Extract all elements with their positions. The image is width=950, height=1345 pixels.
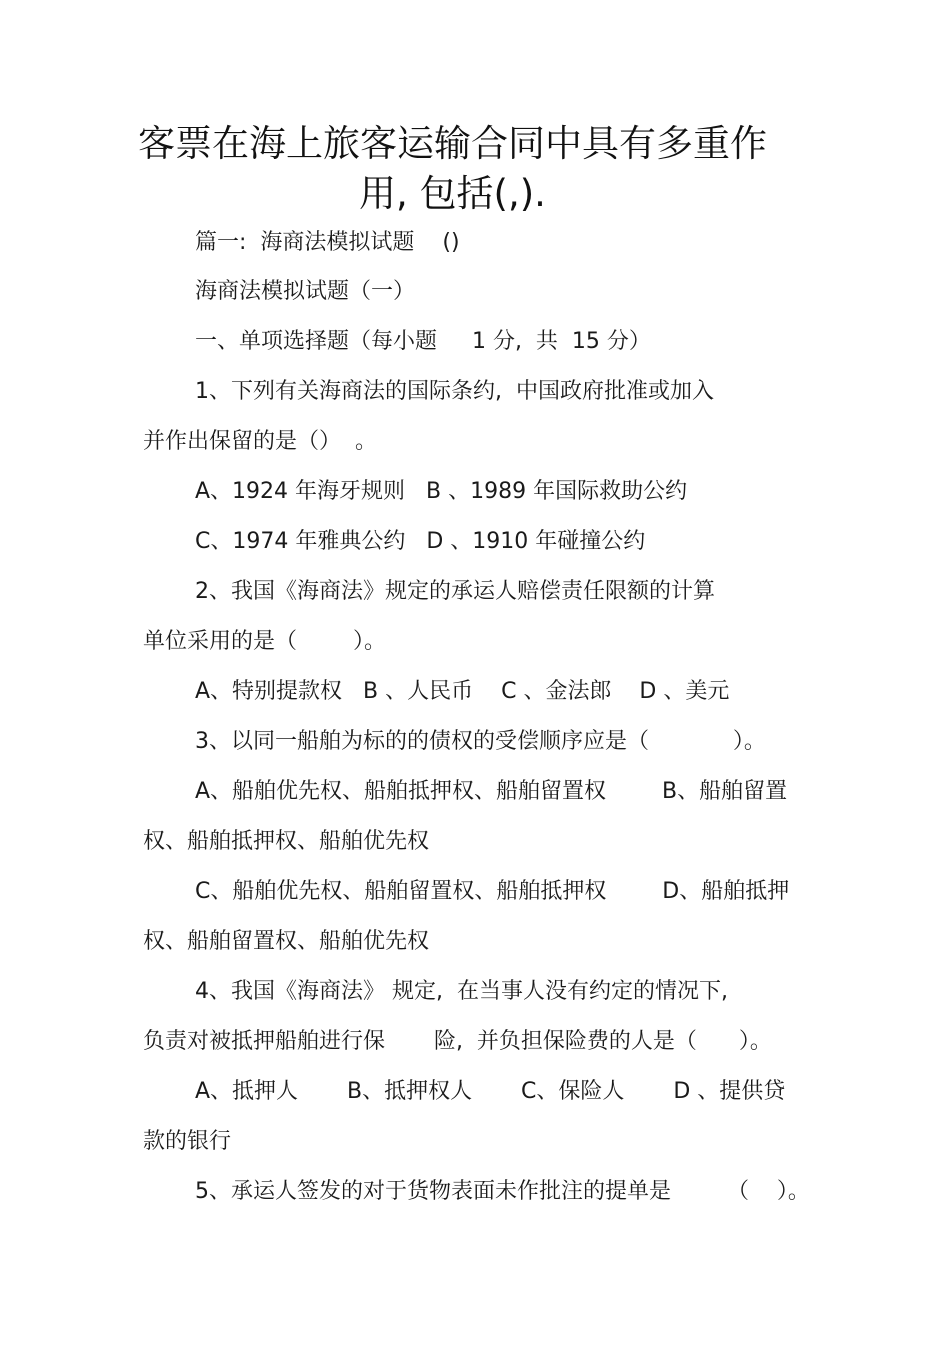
question-1-stem-continued: 并作出保留的是（） 。 xyxy=(143,429,377,454)
question-2-stem: 2、我国《海商法》规定的承运人赔偿责任限额的计算 xyxy=(195,579,715,604)
question-2-options: A、特别提款权 B 、人民币 C 、金法郎 D 、美元 xyxy=(195,679,730,704)
question-3-options-cd: C、船舶优先权、船舶留置权、船舶抵押权 D、船舶抵押 xyxy=(195,879,790,904)
question-4-stem: 4、我国《海商法》 规定, 在当事人没有约定的情况下, xyxy=(195,979,728,1004)
question-4-options: A、抵押人 B、抵押权人 C、保险人 D 、提供贷 xyxy=(195,1079,786,1104)
question-1-stem: 1、下列有关海商法的国际条约, 中国政府批准或加入 xyxy=(195,379,714,404)
chapter-heading: 篇一: 海商法模拟试题 () xyxy=(195,230,460,255)
question-1-options-ab: A、1924 年海牙规则 B 、1989 年国际救助公约 xyxy=(195,479,688,504)
document-title-line-2: 用, 包括(,). xyxy=(359,172,546,215)
question-3-options-ab-continued: 权、船舶抵押权、船舶优先权 xyxy=(143,829,430,854)
question-3-options-ab: A、船舶优先权、船舶抵押权、船舶留置权 B、船舶留置 xyxy=(195,779,788,804)
question-1-options-cd: C、1974 年雅典公约 D 、1910 年碰撞公约 xyxy=(195,529,646,554)
document-title-line-1: 客票在海上旅客运输合同中具有多重作 xyxy=(138,122,767,165)
question-5-stem: 5、承运人签发的对于货物表面未作批注的提单是 （ ）。 xyxy=(195,1179,810,1204)
question-4-options-continued: 款的银行 xyxy=(143,1129,232,1154)
exam-title: 海商法模拟试题（一） xyxy=(195,279,416,304)
section-heading: 一、单项选择题（每小题 1 分, 共 15 分） xyxy=(195,329,651,354)
question-3-options-cd-continued: 权、船舶留置权、船舶优先权 xyxy=(143,929,430,954)
question-3-stem: 3、以同一船舶为标的的债权的受偿顺序应是（ ）。 xyxy=(195,729,766,754)
question-4-stem-continued: 负责对被抵押船舶进行保 险, 并负担保险费的人是（ ）。 xyxy=(143,1029,772,1054)
question-2-stem-continued: 单位采用的是（ ）。 xyxy=(143,629,386,654)
